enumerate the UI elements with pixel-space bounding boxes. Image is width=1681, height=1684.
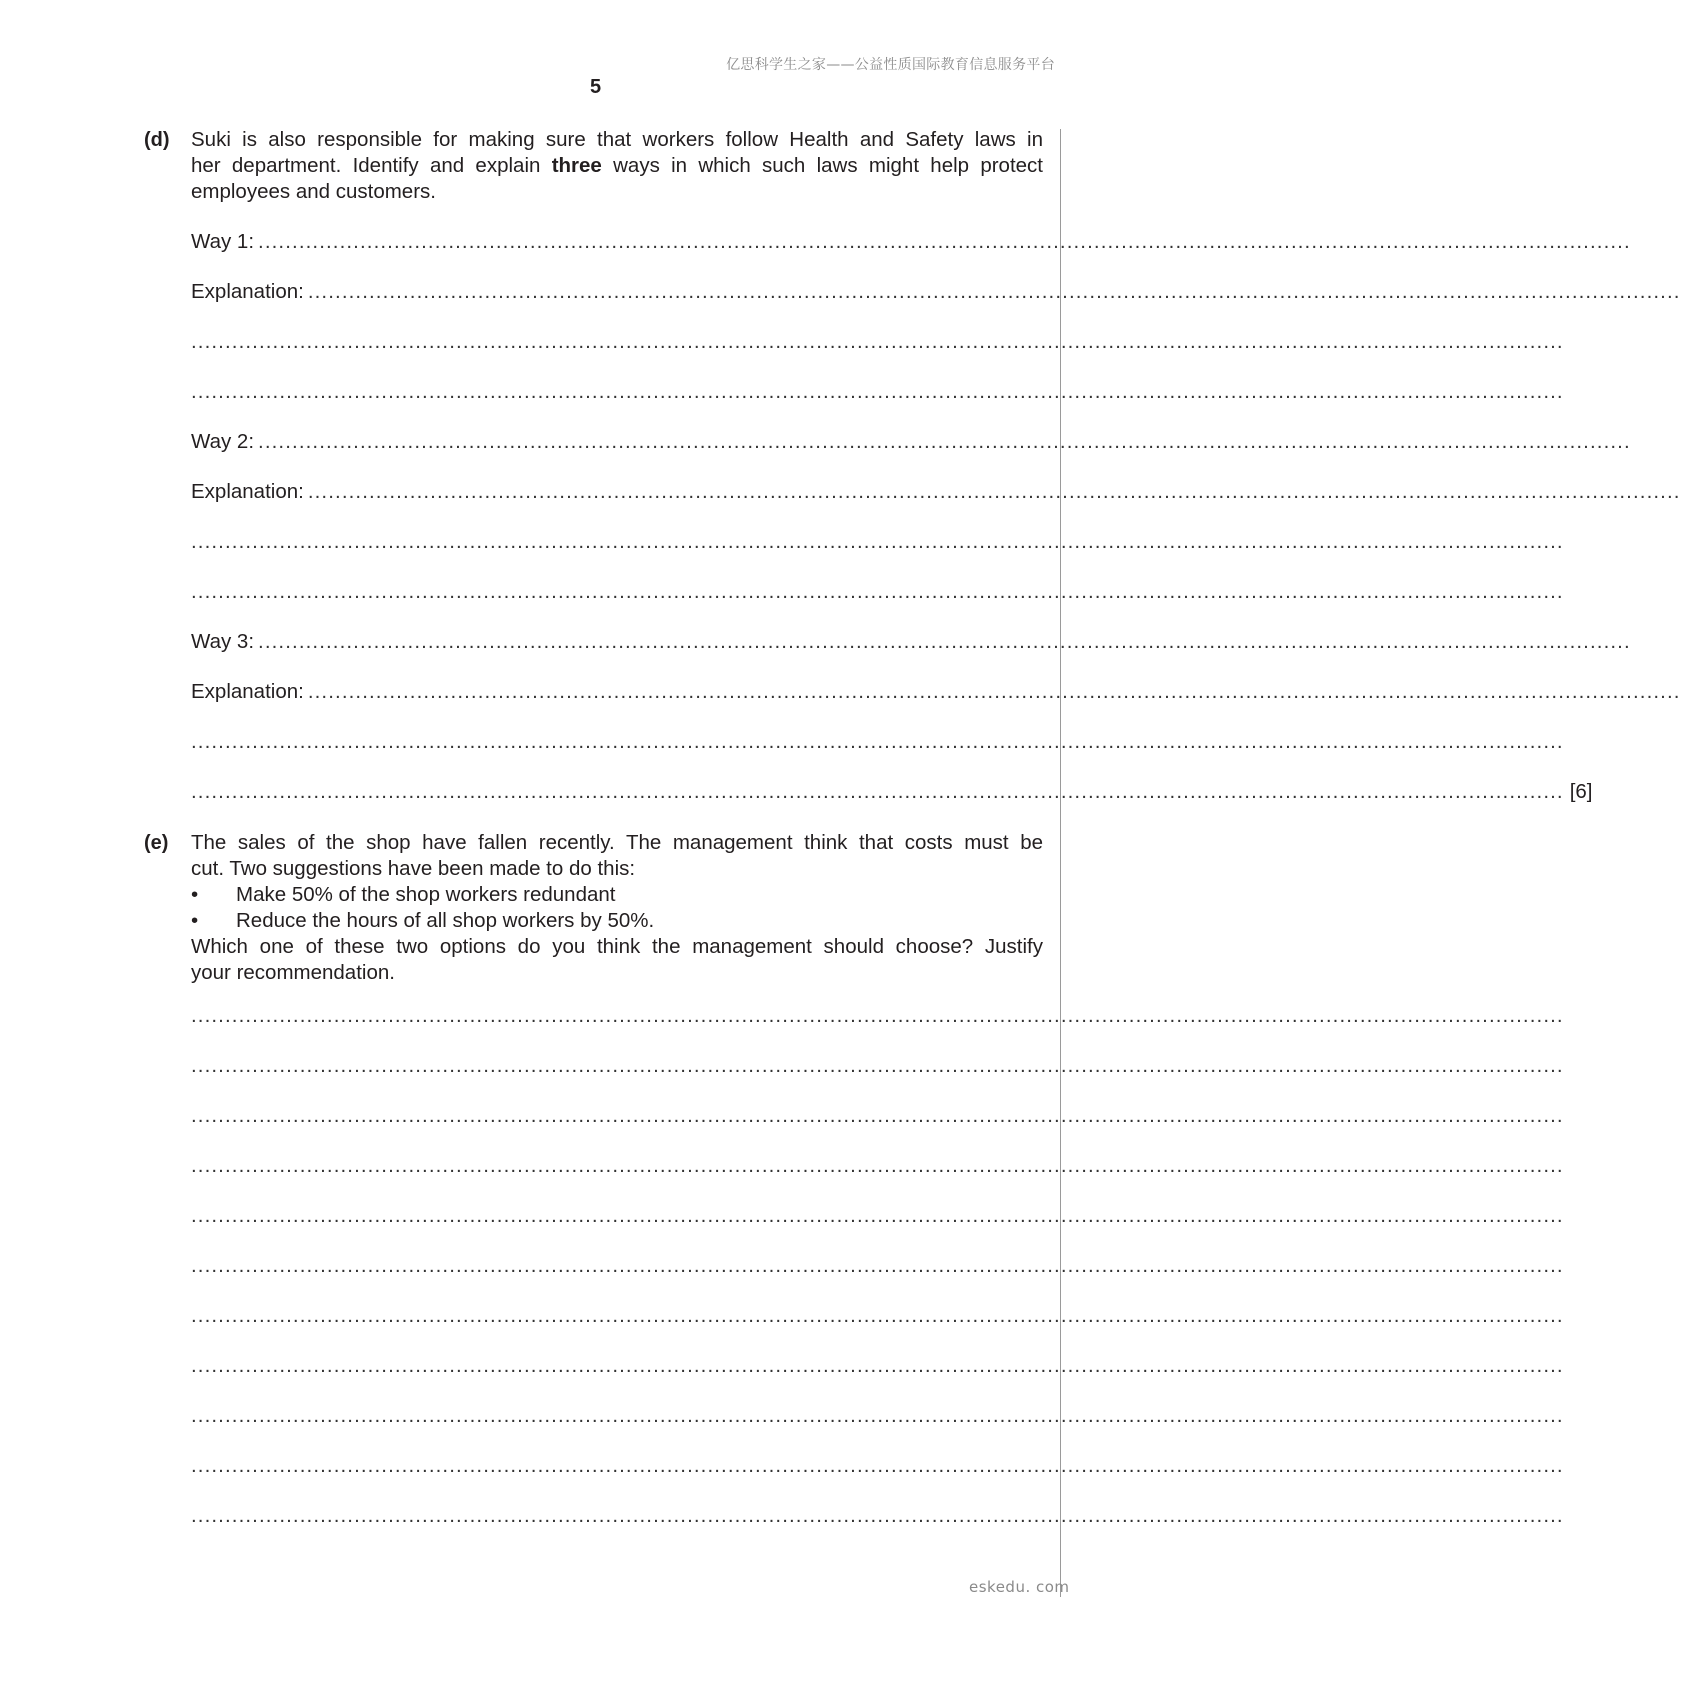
answer-line[interactable]: [191, 729, 1564, 755]
answer-line-way-2[interactable]: [191, 429, 1631, 455]
emphasis-three: three: [551, 154, 602, 177]
answer-line-explanation-2[interactable]: [191, 479, 1681, 505]
dotted-line: ..........................................................................................................................................................................................................: [307, 480, 1681, 503]
bullet-item: [191, 882, 1043, 908]
question-d-line-2-start: her department. Identify and explain: [191, 154, 541, 177]
question-d-line-2: [191, 153, 1043, 179]
dotted-line: ..........................................................................................................................................................................................................: [258, 230, 1631, 253]
way-3-label: Way 3:: [191, 630, 255, 653]
dotted-line: ..........................................................................................................................................................................................................: [191, 780, 1564, 803]
dotted-line: ..........................................................................................................................................................................................................: [191, 1304, 1564, 1327]
bullet-item: [191, 908, 1043, 934]
dotted-line: ..........................................................................................................................................................................................................: [307, 680, 1681, 703]
question-d-text: [191, 127, 1043, 205]
answer-line[interactable]: [191, 1353, 1564, 1379]
dotted-line: ..........................................................................................................................................................................................................: [191, 1104, 1564, 1127]
answer-line[interactable]: [191, 1203, 1564, 1229]
question-e-line-4: your recommendation.: [191, 961, 395, 984]
dotted-line: ..........................................................................................................................................................................................................: [191, 1404, 1564, 1427]
answer-line[interactable]: [191, 579, 1564, 605]
bullet-icon: •: [191, 883, 199, 906]
question-e-line-3: Which one of these two options do you think the management should choose? Justify: [191, 935, 1043, 958]
dotted-line: ..........................................................................................................................................................................................................: [191, 530, 1564, 553]
footer-watermark: eskedu. com: [969, 1578, 1070, 1596]
bullet-text: Reduce the hours of all shop workers by 50%.: [236, 909, 655, 932]
dotted-line: ..........................................................................................................................................................................................................: [191, 1504, 1564, 1527]
answer-line[interactable]: [191, 329, 1564, 355]
dotted-line: ..........................................................................................................................................................................................................: [191, 380, 1564, 403]
question-e-label: (e): [144, 832, 169, 854]
way-1-label: Way 1:: [191, 230, 255, 253]
explanation-3-label: Explanation:: [191, 680, 304, 703]
explanation-1-label: Explanation:: [191, 280, 304, 303]
marks-label: [6]: [1569, 780, 1593, 803]
question-e-line-1: The sales of the shop have fallen recently. The management think that costs must be: [191, 831, 1043, 854]
dotted-line: ..........................................................................................................................................................................................................: [191, 1154, 1564, 1177]
question-e-line-2: cut. Two suggestions have been made to do this:: [191, 857, 636, 880]
header-watermark: 亿思科学生之家——公益性质国际教育信息服务平台: [726, 57, 1055, 73]
answer-line[interactable]: [191, 1153, 1564, 1179]
dotted-line: ..........................................................................................................................................................................................................: [191, 730, 1564, 753]
answer-line-explanation-3[interactable]: [191, 679, 1681, 705]
question-d-label: (d): [144, 129, 170, 151]
answer-line[interactable]: [191, 1103, 1564, 1129]
answer-line[interactable]: [191, 379, 1564, 405]
bullet-text: Make 50% of the shop workers redundant: [236, 883, 616, 906]
question-e-prompt: [191, 934, 1043, 986]
dotted-line: ..........................................................................................................................................................................................................: [258, 430, 1631, 453]
dotted-line: ..........................................................................................................................................................................................................: [191, 1254, 1564, 1277]
dotted-line: ..........................................................................................................................................................................................................: [191, 1054, 1564, 1077]
question-e-bullets: [191, 882, 1043, 934]
answer-line[interactable]: [191, 1303, 1564, 1329]
answer-line-final[interactable]: [191, 779, 1593, 805]
dotted-line: ..........................................................................................................................................................................................................: [191, 1204, 1564, 1227]
question-d-line-1: Suki is also responsible for making sure that workers follow Health and Safety laws in: [191, 128, 1043, 151]
answer-line[interactable]: [191, 1003, 1564, 1029]
page-number: 5: [589, 76, 602, 98]
answer-line[interactable]: [191, 1453, 1564, 1479]
question-d-line-3: employees and customers.: [191, 180, 436, 203]
answer-line-explanation-1[interactable]: [191, 279, 1681, 305]
way-2-label: Way 2:: [191, 430, 255, 453]
answer-line[interactable]: [191, 1403, 1564, 1429]
dotted-line: ..........................................................................................................................................................................................................: [191, 1454, 1564, 1477]
question-e-intro: [191, 830, 1043, 882]
dotted-line: ..........................................................................................................................................................................................................: [191, 1354, 1564, 1377]
dotted-line: ..........................................................................................................................................................................................................: [191, 1004, 1564, 1027]
bullet-icon: •: [191, 909, 199, 932]
answer-line-way-3[interactable]: [191, 629, 1631, 655]
dotted-line: ..........................................................................................................................................................................................................: [307, 280, 1681, 303]
answer-line[interactable]: [191, 1253, 1564, 1279]
dotted-line: ..........................................................................................................................................................................................................: [191, 330, 1564, 353]
explanation-2-label: Explanation:: [191, 480, 304, 503]
answer-line[interactable]: [191, 1503, 1564, 1529]
dotted-line: ..........................................................................................................................................................................................................: [191, 580, 1564, 603]
answer-line-way-1[interactable]: [191, 229, 1631, 255]
answer-line[interactable]: [191, 529, 1564, 555]
question-d-line-2-end: ways in which such laws might help protect: [613, 154, 1043, 177]
answer-line[interactable]: [191, 1053, 1564, 1079]
dotted-line: ..........................................................................................................................................................................................................: [258, 630, 1631, 653]
